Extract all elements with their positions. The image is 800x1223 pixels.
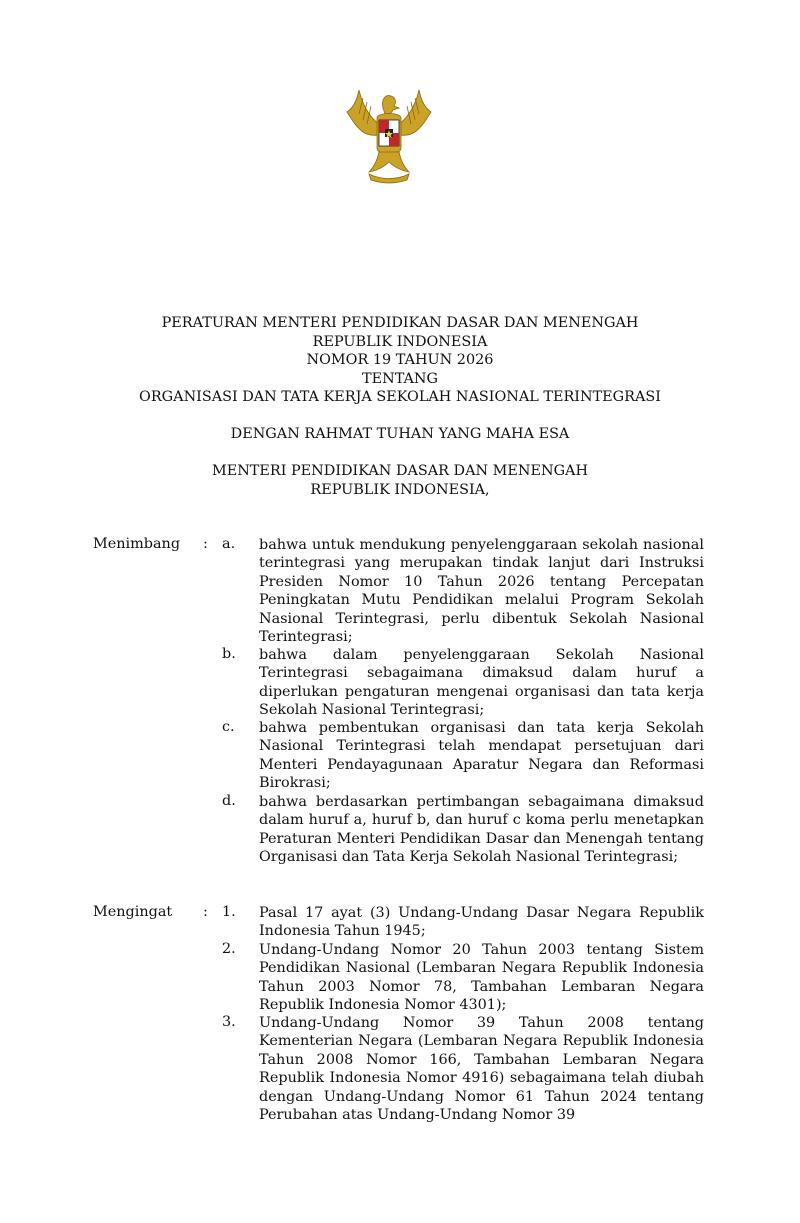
menimbang-label: Menimbang — [93, 536, 181, 552]
item-marker: c. — [222, 719, 235, 735]
item-marker: 2. — [222, 941, 236, 957]
list-item — [222, 793, 704, 867]
issuer — [0, 462, 800, 499]
issuer-line: REPUBLIK INDONESIA, — [310, 481, 490, 498]
item-marker: 1. — [222, 904, 236, 920]
title-line: NOMOR 19 TAHUN 2026 — [306, 352, 494, 368]
item-marker: b. — [222, 646, 236, 662]
mengingat-label: Mengingat — [93, 904, 173, 920]
title-line: TENTANG — [362, 370, 438, 387]
item-text: bahwa pembentukan organisasi dan tata kerja Sekolah Nasional Terintegrasi telah mendapat persetujuan dari Menteri Pendayagunaan Aparatur Negara dan Reformasi Birokrasi; — [259, 720, 704, 792]
section-colon: : — [203, 536, 208, 552]
item-text: Pasal 17 ayat (3) Undang-Undang Dasar Negara Republik Indonesia Tahun 1945; — [259, 905, 704, 940]
garuda-emblem-icon — [333, 78, 445, 190]
item-text: bahwa dalam penyelenggaraan Sekolah Nasional Terintegrasi sebagaimana dimaksud dalam huruf a diperlukan pengaturan mengenai organisasi dan tata kerja Sekolah Nasional Terintegrasi; — [259, 647, 704, 719]
list-item — [222, 646, 704, 720]
item-text: bahwa untuk mendukung penyelenggaraan sekolah nasional terintegrasi yang merupakan tindak lanjut dari Instruksi Presiden Nomor 10 Tahun 2026 tentang Percepatan Peningkatan Mutu Pendidikan melalui Program Sekolah Nasional Terintegrasi, perlu dibentuk Sekolah Nasional Terintegrasi; — [259, 537, 704, 646]
issuer-line: MENTERI PENDIDIKAN DASAR DAN MENENGAH — [211, 463, 589, 479]
invocation — [0, 425, 800, 444]
list-item — [222, 941, 704, 1015]
item-marker: d. — [222, 793, 236, 809]
title-line: PERATURAN MENTERI PENDIDIKAN DASAR DAN MENENGAH — [161, 315, 639, 331]
item-text: Undang-Undang Nomor 39 Tahun 2008 tentang Kementerian Negara (Lembaran Negara Republik Indonesia Tahun 2008 Nomor 166, Tambahan Lembaran Negara Republik Indonesia Nomor 4916) sebagaimana telah diubah dengan Undang-Undang Nomor 61 Tahun 2024 tentang Perubahan atas Undang-Undang Nomor 39 — [259, 1015, 704, 1124]
regulation-title — [0, 314, 800, 407]
invocation-line: DENGAN RAHMAT TUHAN YANG MAHA ESA — [230, 426, 570, 442]
item-marker: a. — [222, 536, 236, 552]
title-line: ORGANISASI DAN TATA KERJA SEKOLAH NASIONAL TERINTEGRASI — [139, 389, 661, 405]
item-text: bahwa berdasarkan pertimbangan sebagaimana dimaksud dalam huruf a, huruf b, dan huruf c koma perlu menetapkan Peraturan Menteri Pendidikan Dasar dan Menengah tentang Organisasi dan Tata Kerja Sekolah Nasional Terintegrasi; — [259, 794, 704, 866]
list-item — [222, 719, 704, 793]
list-item — [222, 536, 704, 646]
item-marker: 3. — [222, 1014, 236, 1030]
list-item — [222, 1014, 704, 1124]
title-line: REPUBLIK INDONESIA — [312, 333, 488, 350]
list-item — [222, 904, 704, 941]
section-colon: : — [203, 904, 208, 920]
item-text: Undang-Undang Nomor 20 Tahun 2003 tentang Sistem Pendidikan Nasional (Lembaran Negara Republik Indonesia Tahun 2003 Nomor 78, Tambahan Lembaran Negara Republik Indonesia Nomor 4301); — [259, 942, 704, 1014]
